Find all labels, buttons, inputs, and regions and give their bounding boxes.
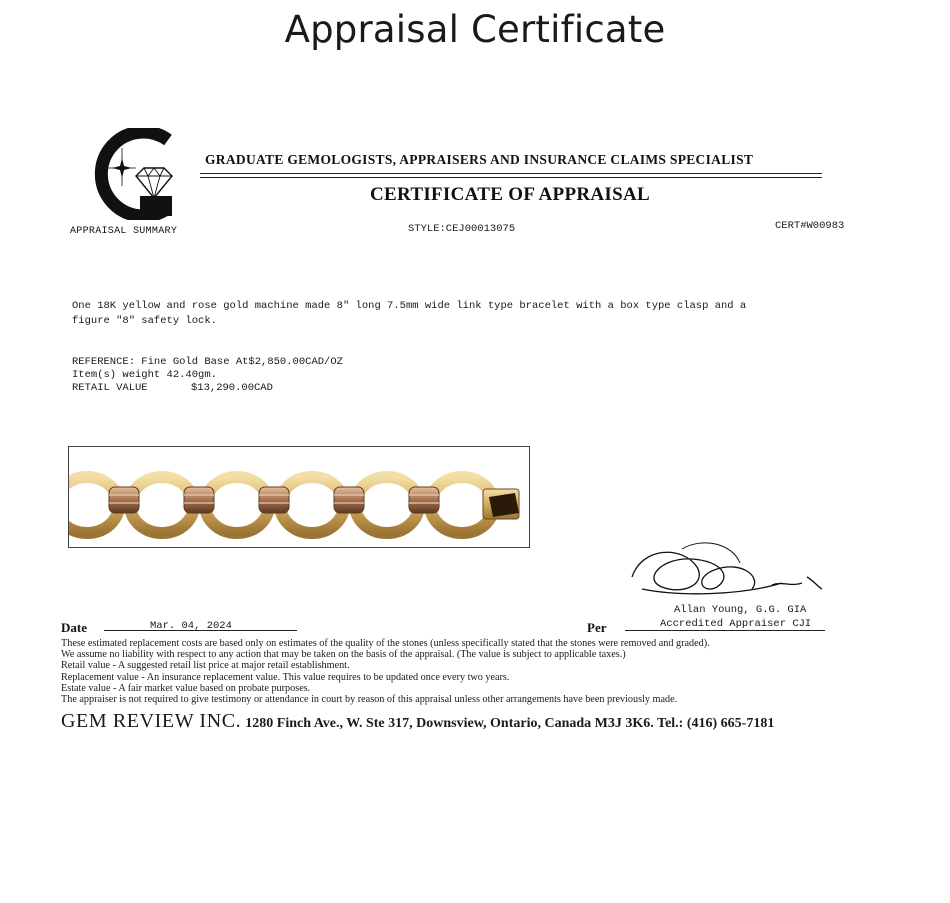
bracelet-photo (68, 446, 530, 548)
organization-heading: GRADUATE GEMOLOGISTS, APPRAISERS AND INSURANCE CLAIMS SPECIALIST (205, 152, 754, 167)
disclaimer-line: Replacement value - An insurance replacement value. This value requires to be updated once every two years. (61, 671, 510, 683)
appraiser-name: Allan Young, G.G. GIA (674, 604, 807, 616)
disclaimer-line: These estimated replacement costs are based only on estimates of the quality of the stones (unless specifically stated that the stones were removed and graded). (61, 638, 710, 649)
disclaimer-line: We assume no liability with respect to any action that may be taken on the basis of the appraisal. (The value is subject to applicable taxes.) (61, 649, 626, 661)
footer (61, 710, 921, 733)
retail-line (72, 382, 343, 395)
disclaimer-line: Retail value - A suggested retail list price at major retail establishment. (61, 660, 350, 672)
bracelet-image (69, 447, 529, 547)
appraisal-summary-label: APPRAISAL SUMMARY (70, 226, 178, 237)
disclaimer-line: Estate value - A fair market value based on probate purposes. (61, 682, 311, 694)
disclaimer-line: The appraiser is not required to give testimony or attendance in court by reason of this appraisal unless other arrangements have been previously made. (61, 694, 678, 706)
per-line (625, 630, 825, 631)
certificate-number: CERT#W00983 (775, 220, 845, 232)
header-rule-thin (200, 177, 822, 178)
company-name: GEM REVIEW INC. (61, 710, 242, 732)
date-value: Mar. 04, 2024 (150, 620, 232, 632)
certificate-title: CERTIFICATE OF APPRAISAL (370, 184, 650, 205)
appraiser-title: Accredited Appraiser CJI (660, 618, 812, 630)
disclaimer-block (61, 638, 861, 705)
style-number: STYLE:CEJ00013075 (408, 223, 516, 235)
gemologist-logo-icon (88, 128, 180, 220)
retail-label: RETAIL VALUE (72, 382, 148, 394)
valuation-block (72, 356, 343, 395)
header-rule (200, 173, 822, 174)
company-address: 1280 Finch Ave., W. Ste 317, Downsview, Ontario, Canada M3J 3K6. Tel.: (416) 665-7181 (245, 716, 775, 731)
appraiser-block (660, 603, 811, 631)
weight-line: Item(s) weight 42.40gm. (72, 369, 217, 381)
per-label: Per (587, 620, 607, 635)
date-label: Date (61, 620, 87, 635)
retail-value: $13,290.00CAD (191, 382, 273, 394)
page-title: Appraisal Certificate (284, 8, 666, 51)
item-description: One 18K yellow and rose gold machine made 8" long 7.5mm wide link type bracelet with a box type clasp and a figure "8" safety lock. (72, 300, 747, 327)
reference-line: REFERENCE: Fine Gold Base At$2,850.00CAD/OZ (72, 356, 343, 368)
appraiser-signature (622, 537, 832, 607)
